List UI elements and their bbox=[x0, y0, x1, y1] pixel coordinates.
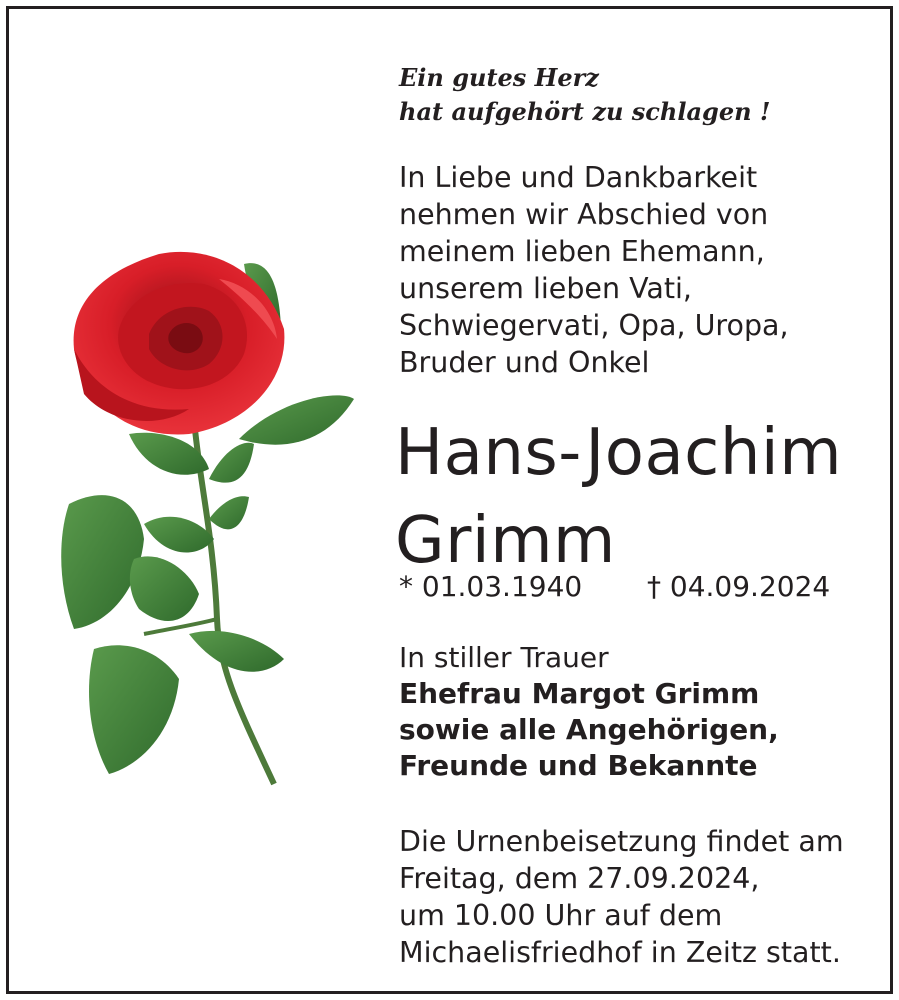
funeral-line: um 10.00 Uhr auf dem bbox=[399, 899, 723, 932]
deceased-name bbox=[395, 409, 842, 585]
funeral-line: Freitag, dem 27.09.2024, bbox=[399, 862, 760, 895]
intro-line: unserem lieben Vati, bbox=[399, 272, 692, 305]
funeral-line: Die Urnenbeisetzung findet am bbox=[399, 825, 844, 858]
name-first: Hans-Joachim bbox=[395, 416, 843, 490]
intro-line: Bruder und Onkel bbox=[399, 346, 650, 379]
intro-line: meinem lieben Ehemann, bbox=[399, 235, 765, 268]
text-column bbox=[395, 61, 889, 969]
life-dates bbox=[399, 569, 859, 605]
intro-line: Schwiegervati, Opa, Uropa, bbox=[399, 309, 789, 342]
mourners-list bbox=[399, 676, 779, 784]
motto bbox=[399, 61, 889, 129]
mourning-label: In stiller Trauer bbox=[399, 641, 609, 674]
funeral-line: Michaelisfriedhof in Zeitz statt. bbox=[399, 936, 841, 969]
funeral-info bbox=[399, 823, 844, 971]
death-date: † 04.09.2024 bbox=[647, 570, 831, 603]
name-last: Grimm bbox=[395, 504, 616, 578]
motto-line: hat aufgehört zu schlagen ! bbox=[399, 97, 771, 126]
motto-line: Ein gutes Herz bbox=[399, 63, 599, 92]
intro-line: nehmen wir Abschied von bbox=[399, 198, 769, 231]
intro-text bbox=[399, 159, 789, 381]
mourner-line: Freunde und Bekannte bbox=[399, 749, 758, 782]
intro-line: In Liebe und Dankbarkeit bbox=[399, 161, 758, 194]
mourner-line: sowie alle Angehörigen, bbox=[399, 713, 779, 746]
obituary-frame bbox=[6, 6, 893, 994]
red-rose-image bbox=[49, 239, 369, 799]
birth-date: * 01.03.1940 bbox=[399, 570, 583, 603]
mourner-line: Ehefrau Margot Grimm bbox=[399, 677, 760, 710]
